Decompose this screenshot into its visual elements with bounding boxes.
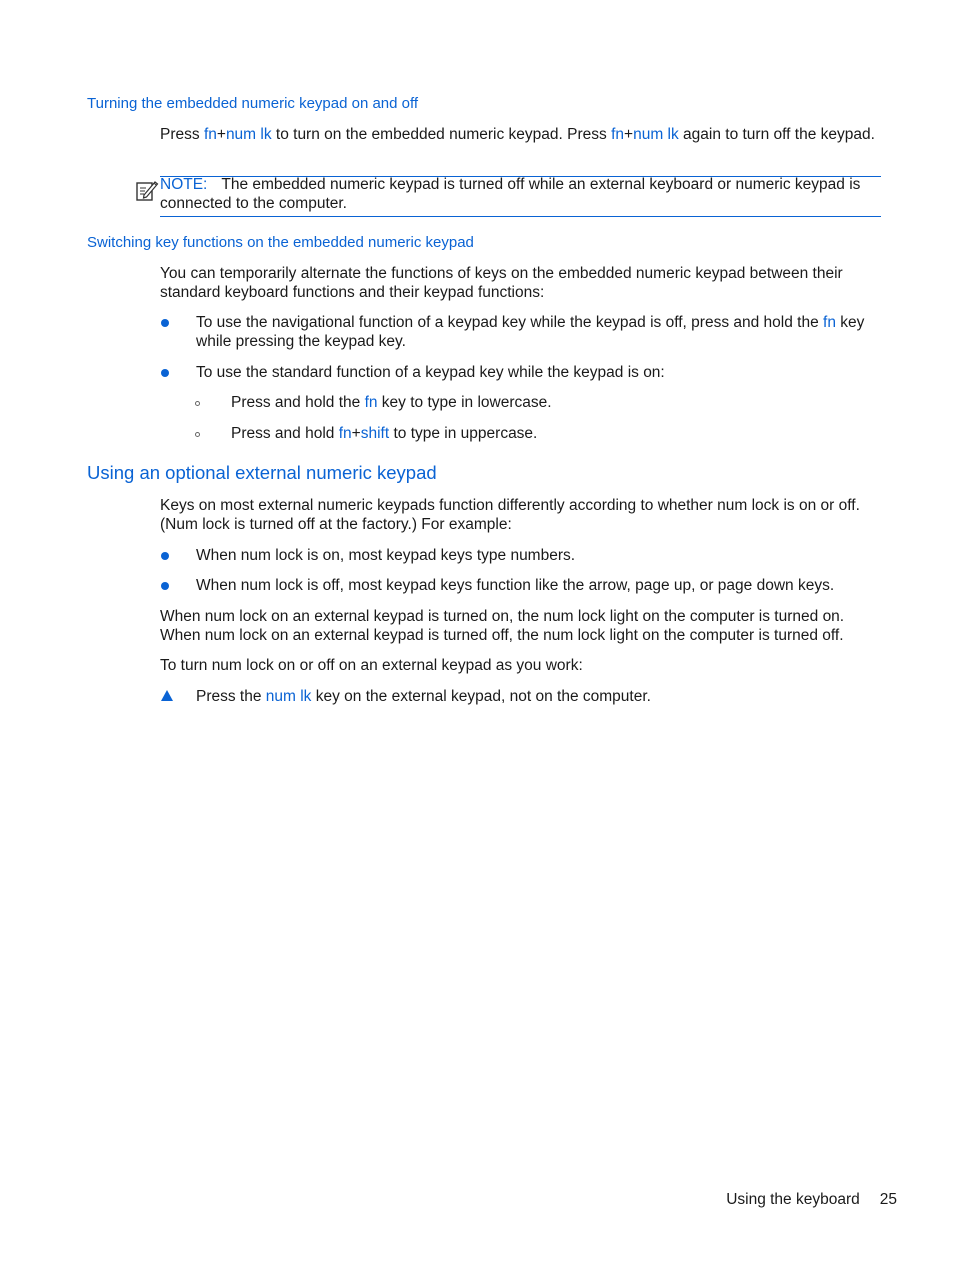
key-shift: shift	[360, 425, 390, 442]
page-number: 25	[879, 1191, 897, 1208]
note	[160, 175, 880, 213]
sub-list-item	[231, 393, 871, 412]
bullet-icon	[161, 552, 169, 560]
text: key on the external keypad, not on the computer.	[311, 688, 651, 705]
key-num-lk: num lk	[633, 126, 679, 143]
footer-title: Using the keyboard	[726, 1191, 860, 1208]
bullet-icon	[161, 369, 169, 377]
note-pencil-icon	[135, 178, 159, 202]
page-footer	[726, 1191, 897, 1209]
note-text: The embedded numeric keypad is turned off while an external keyboard or numeric keypad is connected to the computer.	[160, 176, 861, 212]
text: To use the navigational function of a keypad key while the keypad is off, press and hold the	[196, 314, 824, 331]
text: Press	[160, 126, 204, 143]
section-heading-external-keypad: Using an optional external numeric keypad	[87, 462, 437, 483]
list-item	[196, 313, 876, 351]
text: again to turn off the keypad.	[678, 126, 875, 143]
list-item: When num lock is off, most keypad keys function like the arrow, page up, or page down keys.	[196, 577, 835, 594]
key-fn: fn	[338, 425, 352, 442]
text: to type in uppercase.	[389, 425, 538, 442]
section-heading-switching-keys: Switching key functions on the embedded numeric keypad	[87, 234, 474, 251]
text: key while pressing the keypad key.	[196, 314, 865, 350]
paragraph-external-intro: Keys on most external numeric keypads function differently according to whether num lock is on or off. (Num lock is turned off at the factory.) For example:	[160, 497, 860, 533]
bullet-icon	[161, 319, 169, 327]
step-item	[196, 687, 876, 706]
paragraph-switching-intro: You can temporarily alternate the functions of keys on the embedded numeric keypad between their standard keyboard functions and their keypad functions:	[160, 265, 843, 301]
plus: +	[351, 425, 361, 442]
paragraph-keypad-toggle	[160, 125, 875, 144]
list-item: To use the standard function of a keypad key while the keypad is on:	[196, 364, 665, 381]
key-num-lk: num lk	[265, 688, 312, 705]
paragraph-toggle-instructions: To turn num lock on or off on an external keypad as you work:	[160, 657, 583, 674]
key-fn: fn	[611, 126, 625, 143]
key-fn: fn	[364, 394, 378, 411]
text: Press the	[196, 688, 266, 705]
sub-bullet-icon	[195, 401, 200, 406]
plus: +	[624, 126, 634, 143]
section-heading-keypad-on-off: Turning the embedded numeric keypad on and off	[87, 95, 419, 112]
bullet-icon	[161, 582, 169, 590]
plus: +	[216, 126, 226, 143]
key-num-lk: num lk	[225, 126, 272, 143]
text: Press and hold the	[231, 394, 365, 411]
key-fn: fn	[823, 314, 836, 331]
step-triangle-icon	[161, 690, 173, 701]
note-label: NOTE:	[160, 176, 208, 193]
paragraph-num-lock-light: When num lock on an external keypad is turned on, the num lock light on the computer is turned on. When num lock on an external keypad is turned off, the num lock light on the computer is turned off.	[160, 608, 845, 644]
list-item: When num lock is on, most keypad keys type numbers.	[196, 547, 576, 564]
sub-list-item	[231, 424, 871, 443]
key-fn: fn	[203, 126, 217, 143]
text: to turn on the embedded numeric keypad. Press	[271, 126, 612, 143]
sub-bullet-icon	[195, 432, 200, 437]
text: Press and hold	[231, 425, 339, 442]
text: key to type in lowercase.	[377, 394, 552, 411]
